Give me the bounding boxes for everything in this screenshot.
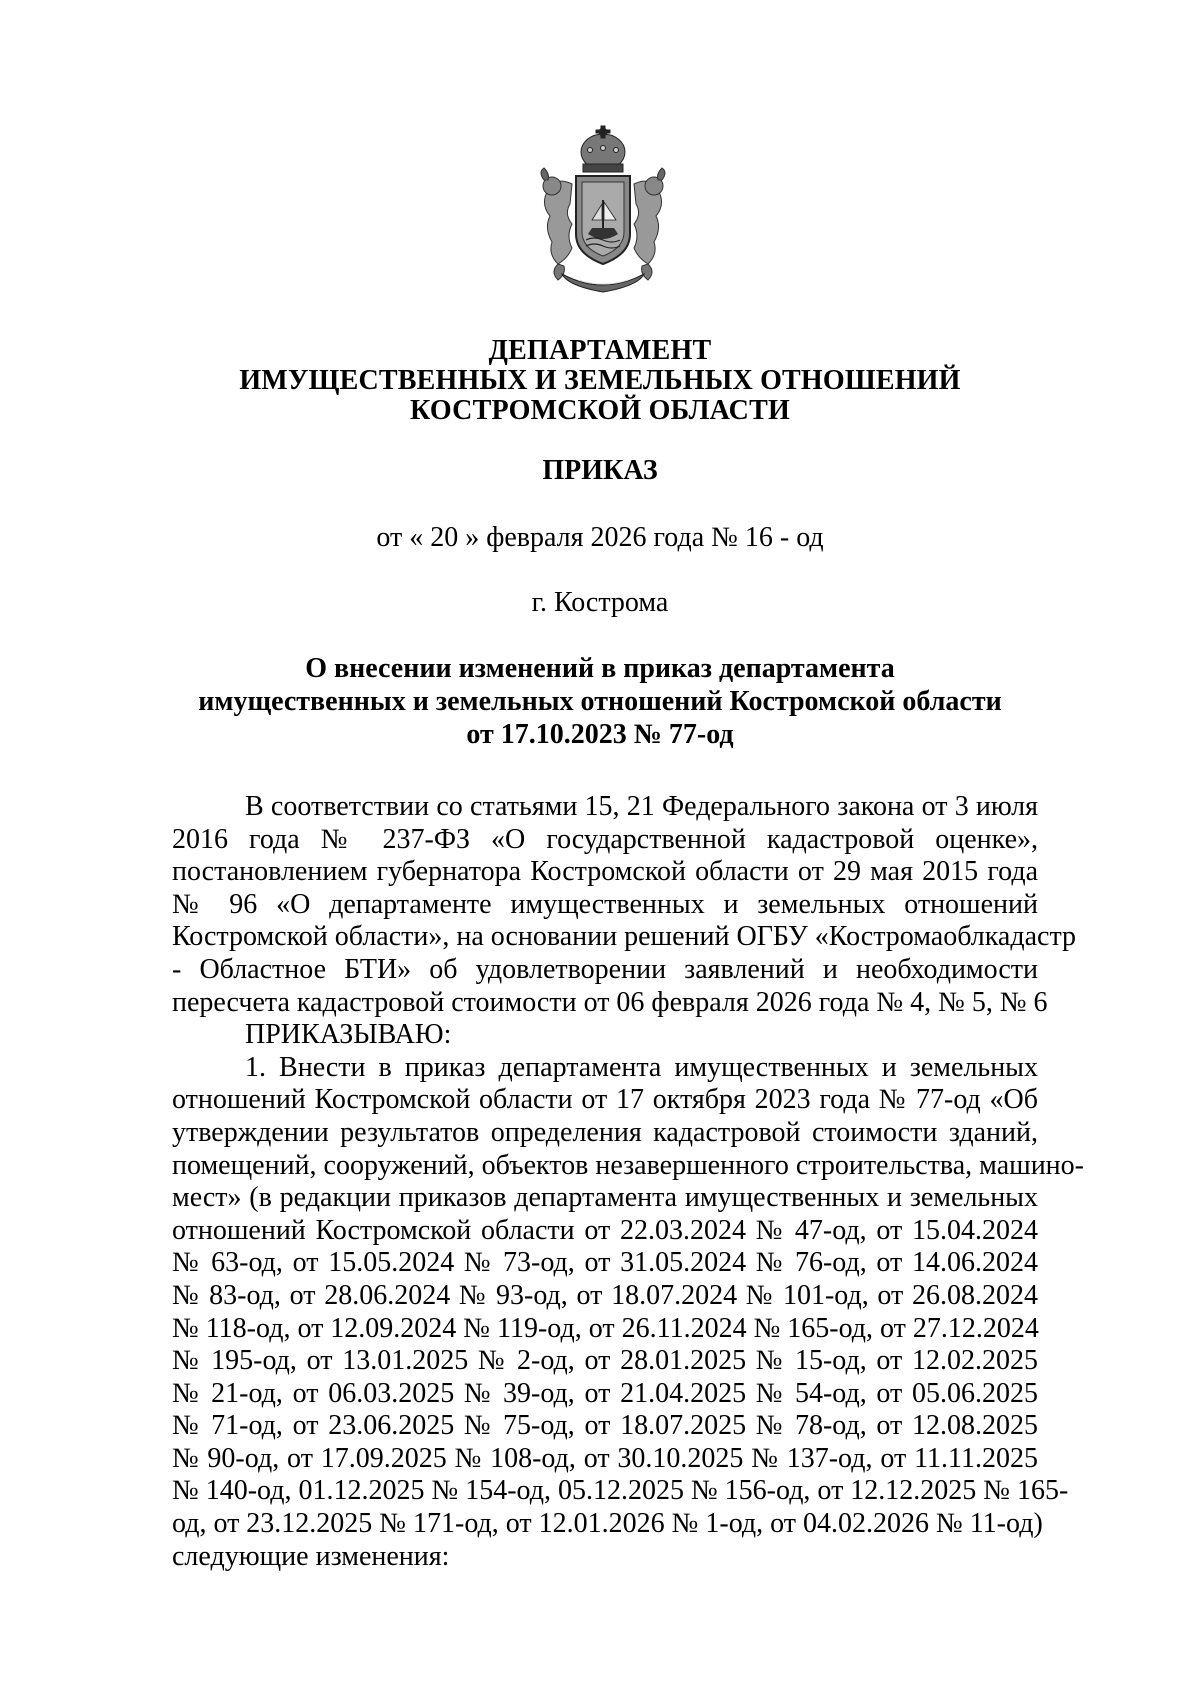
coat-of-arms-emblem: [528, 124, 678, 296]
body-line: № 195-од, от 13.01.2025 № 2-од, от 28.01.2025 № 15-од, от 12.02.2025: [172, 1345, 1038, 1377]
body-line: Костромской области», на основании решений ОГБУ «Костромаоблкадастр: [172, 921, 1077, 953]
body-line: мест» (в редакции приказов департамента имущественных и земельных: [172, 1182, 1038, 1214]
body-line: № 21-од, от 06.03.2025 № 39-од, от 21.04.2025 № 54-од, от 05.06.2025: [172, 1377, 1038, 1409]
body-line: отношений Костромской области от 22.03.2024 № 47-од, от 15.04.2024: [172, 1214, 1038, 1246]
document-city: г. Кострома: [531, 587, 669, 618]
coat-of-arms-icon: [528, 124, 678, 296]
body-line: В соответствии со статьями 15, 21 Федерального закона от 3 июля: [245, 791, 1038, 822]
body-line: 2016 года № 237-ФЗ «О государственной кадастровой оценке»,: [172, 823, 1038, 855]
subject-line1: О внесении изменений в приказ департамента: [305, 653, 895, 684]
body-line: постановлением губернатора Костромской области от 29 мая 2015 года: [172, 856, 1038, 888]
body-line: - Областное БТИ» об удовлетворении заявлений и необходимости: [172, 953, 1038, 985]
subject-line2: имущественных и земельных отношений Костромской области: [198, 686, 1002, 717]
body-line: № 118-од, от 12.09.2024 № 119-од, от 26.11.2024 № 165-од, от 27.12.2024: [172, 1312, 1039, 1344]
body-line: следующие изменения:: [172, 1540, 450, 1572]
body-line: № 83-од, от 28.06.2024 № 93-од, от 18.07.2024 № 101-од, от 26.08.2024: [172, 1279, 1038, 1311]
body-line: утверждении результатов определения кадастровой стоимости зданий,: [172, 1116, 1038, 1148]
document-type: ПРИКАЗ: [542, 455, 658, 486]
body-line: од, от 23.12.2025 № 171-од, от 12.01.2026 № 1-од, от 04.02.2026 № 11-од): [172, 1508, 1043, 1540]
department-name-line3: КОСТРОМСКОЙ ОБЛАСТИ: [410, 395, 790, 426]
document-date-number: от « 20 » февраля 2026 года № 16 - од: [376, 522, 824, 553]
body-line: отношений Костромской области от 17 октября 2023 года № 77-од «Об: [172, 1084, 1038, 1116]
body-line: пересчета кадастровой стоимости от 06 февраля 2026 года № 4, № 5, № 6: [172, 986, 1048, 1018]
body-line: № 63-од, от 15.05.2024 № 73-од, от 31.05.2024 № 76-од, от 14.06.2024: [172, 1247, 1038, 1279]
body-line: № 71-од, от 23.06.2025 № 75-од, от 18.07.2025 № 78-од, от 12.08.2025: [172, 1410, 1038, 1442]
document-subject: [170, 652, 1030, 751]
department-name-line1: ДЕПАРТАМЕНТ: [488, 335, 712, 366]
document-body: [172, 791, 1084, 1573]
body-line: № 90-од, от 17.09.2025 № 108-од, от 30.10.2025 № 137-од, от 11.11.2025: [172, 1442, 1038, 1474]
order-directive: ПРИКАЗЫВАЮ:: [245, 1019, 452, 1051]
body-line: № 140-од, 01.12.2025 № 154-од, 05.12.2025 № 156-од, от 12.12.2025 № 165-: [172, 1475, 1069, 1507]
body-line: 1. Внести в приказ департамента имущественных и земельных: [245, 1051, 1038, 1083]
body-line: № 96 «О департаменте имущественных и земельных отношений: [172, 888, 1038, 920]
department-header: [170, 336, 1030, 426]
subject-line3: от 17.10.2023 № 77-од: [466, 719, 734, 750]
department-name-line2: ИМУЩЕСТВЕННЫХ И ЗЕМЕЛЬНЫХ ОТНОШЕНИЙ: [239, 365, 961, 396]
body-line: помещений, сооружений, объектов незавершенного строительства, машино-: [172, 1149, 1084, 1181]
